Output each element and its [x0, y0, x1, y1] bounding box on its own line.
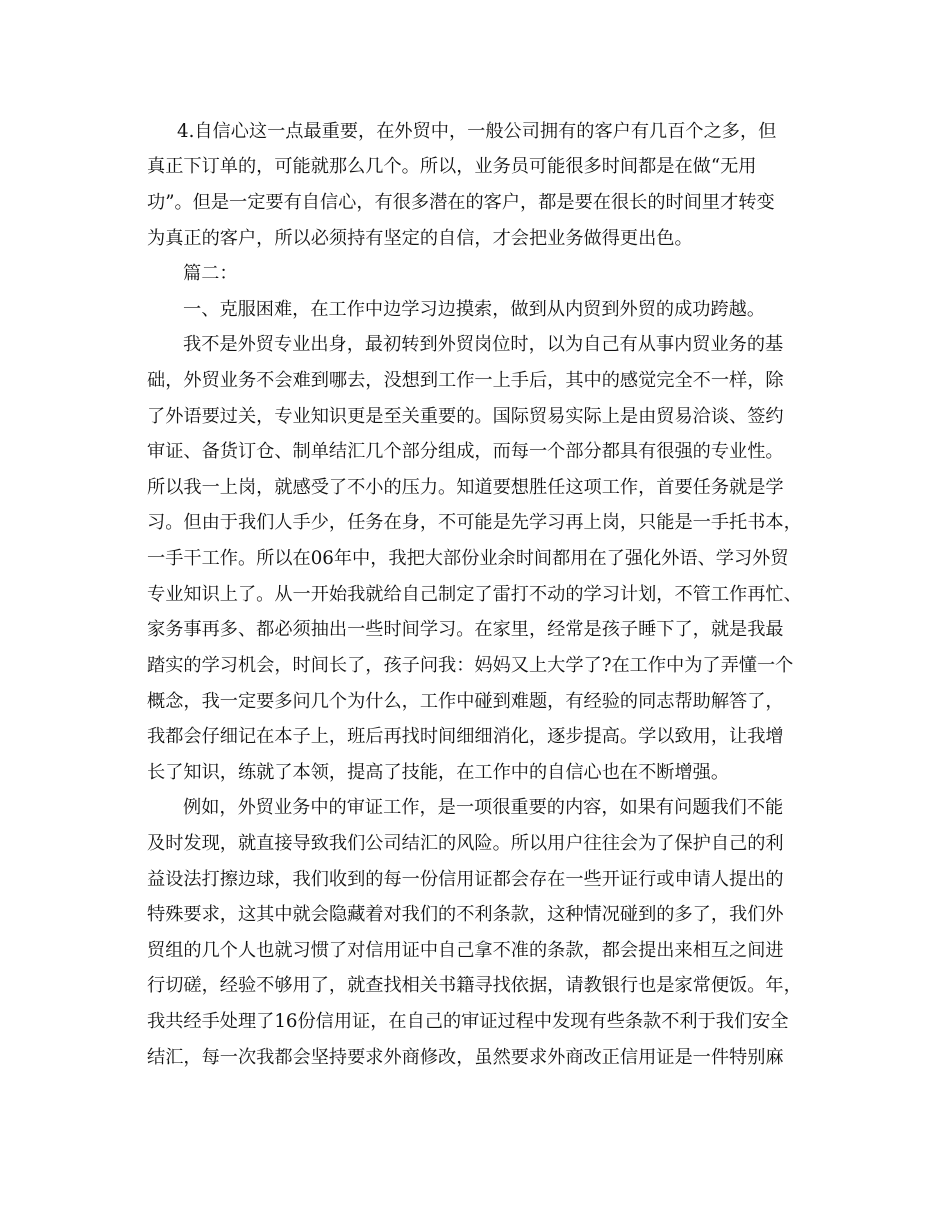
paragraph-3-line-7: 我共经手处理了16份信用证，在自己的审证过程中发现有些条款不利于我们安全	[147, 1011, 789, 1032]
paragraph-2-line-8: 专业知识上了。从一开始我就给自己制定了雷打不动的学习计划，不管工作再忙、	[147, 584, 802, 605]
paragraph-1-line-2: 真正下订单的，可能就那么几个。所以，业务员可能很多时间都是在做“无用	[147, 156, 757, 177]
paragraph-1-line-3: 功”。但是一定要有自信心，有很多潜在的客户，都是要在很长的时间里才转变	[147, 192, 775, 213]
paragraph-3-line-1: 例如，外贸业务中的审证工作，是一项很重要的内容，如果有问题我们不能	[183, 797, 784, 818]
paragraph-3-line-4: 特殊要求，这其中就会隐藏着对我们的不利条款，这种情况碰到的多了，我们外	[147, 904, 784, 925]
paragraph-1-line-4: 为真正的客户，所以必须持有坚定的自信，才会把业务做得更出色。	[147, 228, 693, 249]
paragraph-2-line-3: 了外语要过关，专业知识更是至关重要的。国际贸易实际上是由贸易洽谈、签约	[147, 406, 784, 427]
paragraph-3-line-6: 行切磋，经验不够用了，就查找相关书籍寻找依据，请教银行也是家常便饭。年，	[147, 975, 802, 996]
paragraph-3-line-8: 结汇，每一次我都会坚持要求外商修改，虽然要求外商改正信用证是一件特别麻	[147, 1047, 784, 1068]
paragraph-1-line-1: 4.自信心这一点最重要，在外贸中，一般公司拥有的客户有几百个之多，但	[177, 121, 777, 142]
paragraph-2-line-4: 审证、备货订仓、制单结汇几个部分组成，而每一个部分都具有很强的专业性。	[147, 441, 784, 462]
paragraph-2-line-7: 一手干工作。所以在06年中，我把大部份业余时间都用在了强化外语、学习外贸	[147, 548, 789, 569]
subheading: 一、克服困难，在工作中边学习边摸索，做到从内贸到外贸的成功跨越。	[183, 299, 766, 320]
paragraph-2-line-9: 家务事再多、都必须抽出一些时间学习。在家里，经常是孩子睡下了，就是我最	[147, 619, 784, 640]
paragraph-2-line-5: 所以我一上岗，就感受了不小的压力。知道要想胜任这项工作，首要任务就是学	[147, 477, 784, 498]
paragraph-2-line-2: 础，外贸业务不会难到哪去，没想到工作一上手后，其中的感觉完全不一样，除	[147, 370, 784, 391]
paragraph-2-line-13: 长了知识，练就了本领，提高了技能，在工作中的自信心也在不断增强。	[147, 762, 730, 783]
paragraph-3-line-2: 及时发现，就直接导致我们公司结汇的风险。所以用户往往会为了保护自己的利	[147, 833, 784, 854]
paragraph-2-line-10: 踏实的学习机会，时间长了，孩子问我：妈妈又上大学了?在工作中为了弄懂一个	[147, 655, 794, 676]
paragraph-2-line-1: 我不是外贸专业出身，最初转到外贸岗位时，以为自己有从事内贸业务的基	[183, 334, 784, 355]
paragraph-3-line-5: 贸组的几个人也就习惯了对信用证中自己拿不准的条款，都会提出来相互之间进	[147, 940, 784, 961]
section-heading: 篇二：	[183, 263, 238, 284]
paragraph-2-line-12: 我都会仔细记在本子上，班后再找时间细细消化，逐步提高。学以致用，让我增	[147, 726, 784, 747]
paragraph-2-line-6: 习。但由于我们人手少，任务在身，不可能是先学习再上岗，只能是一手托书本，	[147, 512, 802, 533]
paragraph-3-line-3: 益设法打擦边球，我们收到的每一份信用证都会存在一些开证行或申请人提出的	[147, 869, 784, 890]
paragraph-2-line-11: 概念，我一定要多问几个为什么，工作中碰到难题，有经验的同志帮助解答了，	[147, 691, 784, 712]
